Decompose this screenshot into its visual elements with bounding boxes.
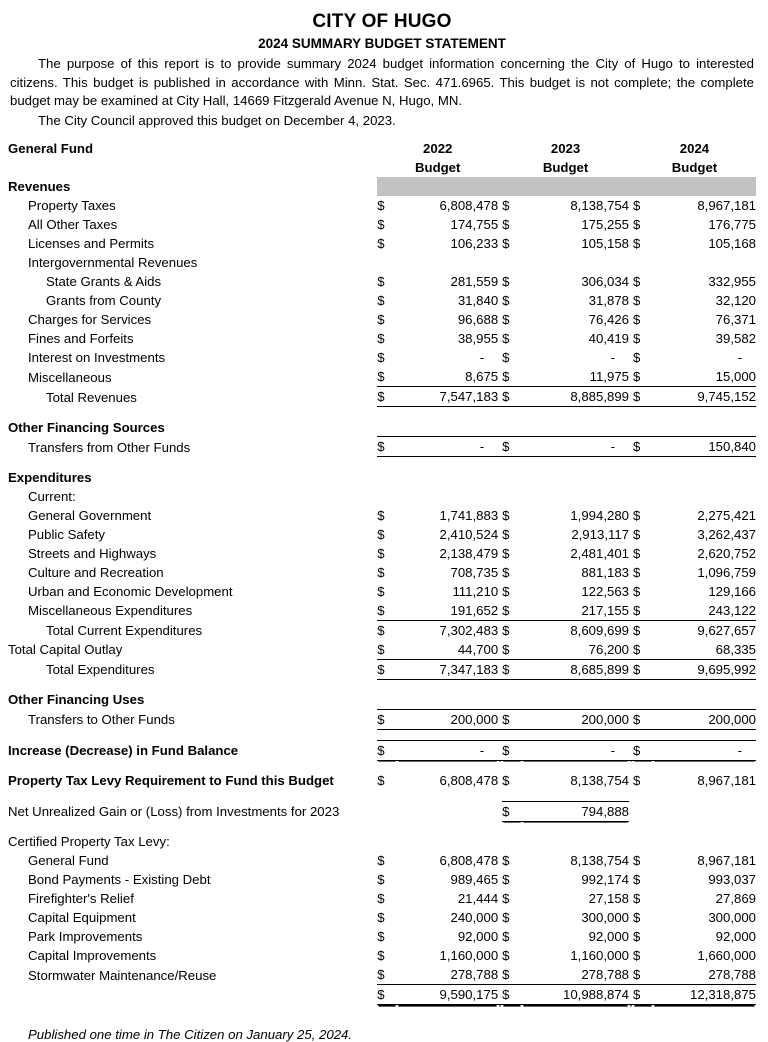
section-heading-levy-requirement: Property Tax Levy Requirement to Fund this Budget	[8, 773, 334, 788]
table-row	[8, 291, 756, 310]
value-2024: 278,788	[708, 967, 756, 982]
currency-symbol: $	[502, 948, 510, 963]
currency-symbol: $	[633, 659, 653, 679]
row-label: All Other Taxes	[28, 217, 118, 232]
general-fund-label: General Fund	[8, 141, 93, 156]
value-2022: -	[479, 350, 485, 365]
currency-symbol: $	[632, 602, 641, 618]
currency-symbol: $	[633, 709, 653, 729]
currency-symbol: $	[632, 312, 641, 327]
section-heading-certified-levy: Certified Property Tax Levy:	[8, 834, 170, 849]
value-2023: -	[610, 350, 616, 365]
value-2024: 1,660,000	[697, 948, 756, 963]
currency-symbol: $	[377, 217, 385, 232]
total-row-revenues	[8, 387, 756, 407]
value-2024: 300,000	[708, 910, 756, 925]
value-2022: 2,138,479	[439, 545, 499, 561]
currency-symbol: $	[377, 773, 385, 788]
currency-symbol: $	[632, 641, 641, 657]
currency-symbol: $	[377, 507, 385, 523]
value-2023: -	[522, 740, 629, 760]
value-2023: 992,174	[581, 872, 630, 887]
row-label: Grants from County	[46, 293, 162, 308]
table-row	[8, 640, 756, 660]
row-label: Bond Payments - Existing Debt	[28, 872, 211, 887]
currency-symbol: $	[502, 910, 510, 925]
currency-symbol: $	[502, 583, 510, 599]
table-row	[8, 310, 756, 329]
page-title: CITY OF HUGO	[312, 11, 452, 32]
currency-symbol: $	[502, 331, 510, 346]
table-row	[8, 367, 756, 387]
value-2022: 7,547,183	[397, 387, 498, 407]
currency-symbol: $	[632, 773, 641, 788]
value-2022: 21,444	[457, 891, 499, 906]
currency-symbol: $	[502, 236, 510, 251]
table-row	[8, 525, 756, 544]
section-heading-fund-balance: Increase (Decrease) in Fund Balance	[8, 743, 239, 758]
value-2024: -	[737, 350, 742, 365]
value-2024: 92,000	[715, 929, 756, 944]
value-2022: 7,347,183	[397, 659, 498, 679]
value-2022: 240,000	[450, 910, 499, 925]
row-label: Urban and Economic Development	[28, 583, 233, 599]
table-row	[8, 234, 756, 253]
value-2023: 2,913,117	[571, 526, 630, 542]
value-2022: 1,160,000	[439, 948, 499, 963]
currency-symbol: $	[633, 985, 653, 1005]
value-2023: 10,988,874	[522, 985, 629, 1005]
table-row	[8, 582, 756, 601]
currency-symbol: $	[502, 801, 522, 821]
table-row	[8, 348, 756, 367]
value-2023: 1,994,280	[570, 507, 630, 523]
table-row	[8, 601, 756, 621]
currency-symbol: $	[377, 236, 385, 251]
value-2024: 9,745,152	[653, 387, 756, 407]
currency-symbol: $	[502, 853, 510, 868]
section-heading-row	[8, 418, 756, 437]
currency-symbol: $	[377, 293, 385, 308]
table-row	[8, 851, 756, 870]
row-label: Interest on Investments	[28, 350, 166, 365]
currency-symbol: $	[502, 872, 510, 887]
value-2024: 68,335	[715, 641, 756, 657]
row-label: Total Revenues	[46, 389, 137, 405]
section-heading-row	[8, 468, 756, 487]
currency-symbol: $	[632, 369, 641, 384]
currency-symbol: $	[377, 545, 385, 561]
currency-symbol: $	[632, 545, 641, 561]
value-2023: 8,885,899	[522, 387, 629, 407]
value-2023: 76,200	[588, 641, 630, 657]
row-property-tax-levy-requirement	[8, 771, 756, 790]
table-row	[8, 215, 756, 234]
currency-symbol: $	[632, 217, 641, 232]
currency-symbol: $	[632, 891, 641, 906]
currency-symbol: $	[632, 948, 641, 963]
value-2022: 281,559	[450, 274, 499, 289]
value-2022: 200,000	[397, 709, 498, 729]
value-2024: 27,869	[715, 891, 756, 906]
currency-symbol: $	[502, 312, 510, 327]
intro-paragraph-2: The City Council approved this budget on December 4, 2023.	[38, 112, 396, 128]
value-2024: 9,695,992	[653, 659, 756, 679]
currency-symbol: $	[632, 583, 641, 599]
value-2023: 11,975	[589, 369, 630, 384]
total-row-transfers-from-other-funds	[8, 437, 756, 457]
value-2024: 8,967,181	[697, 853, 756, 868]
table-row	[8, 870, 756, 889]
value-2024: -	[653, 740, 756, 760]
value-2023: 1,160,000	[570, 948, 630, 963]
value-2024: 200,000	[653, 709, 756, 729]
row-label: Stormwater Maintenance/Reuse	[28, 967, 217, 983]
value-2022: 8,675	[465, 369, 499, 384]
value-2022: 106,233	[450, 236, 499, 251]
value-2023: 278,788	[581, 967, 630, 982]
value-2024: 176,775	[708, 217, 756, 232]
value-2023: 8,685,899	[522, 659, 629, 679]
currency-symbol: $	[377, 312, 385, 327]
currency-symbol: $	[377, 350, 385, 365]
row-label: General Fund	[28, 853, 109, 868]
value-2022: 191,652	[450, 602, 499, 618]
currency-symbol: $	[377, 872, 385, 887]
value-2022: 7,302,483	[397, 620, 498, 640]
revenues-heading-row	[8, 177, 756, 196]
currency-symbol: $	[502, 293, 510, 308]
currency-symbol: $	[502, 891, 510, 906]
table-header-type-row	[8, 158, 756, 177]
col-year-2024: 2024	[679, 141, 710, 156]
table-row	[8, 965, 756, 985]
currency-symbol: $	[633, 740, 653, 760]
row-label: Total Current Expenditures	[46, 622, 203, 638]
col-type-2024: Budget	[671, 160, 718, 175]
value-2024: 150,840	[653, 437, 756, 457]
value-2024: 243,122	[708, 602, 756, 618]
value-2024: 15,000	[715, 369, 756, 384]
currency-symbol: $	[632, 929, 641, 944]
value-2022: 989,465	[450, 872, 499, 887]
total-row-fund-balance-change	[8, 740, 756, 760]
value-2023: 175,255	[581, 217, 630, 232]
row-label: Transfers to Other Funds	[28, 712, 175, 727]
spacer	[8, 407, 756, 418]
value-2023: 306,034	[581, 274, 630, 289]
row-label: Capital Improvements	[28, 948, 157, 963]
value-2023: 8,138,754	[570, 198, 630, 213]
section-heading-row	[8, 690, 756, 709]
currency-symbol: $	[377, 641, 385, 657]
currency-symbol: $	[502, 740, 522, 760]
value-2023: 794,888	[522, 801, 629, 821]
currency-symbol: $	[377, 274, 385, 289]
value-2023: 881,183	[581, 564, 630, 580]
section-heading-expenditures: Expenditures	[8, 469, 92, 485]
value-2022: 2,410,524	[439, 526, 499, 542]
row-label: General Government	[28, 507, 152, 523]
currency-symbol: $	[502, 967, 510, 982]
col-type-2023: Budget	[542, 160, 589, 175]
value-2022: -	[397, 740, 498, 760]
row-label: Capital Equipment	[28, 910, 136, 925]
currency-symbol: $	[377, 659, 397, 679]
value-2024: 3,262,437	[697, 526, 756, 542]
table-row	[8, 329, 756, 348]
table-row	[8, 908, 756, 927]
currency-symbol: $	[632, 293, 641, 308]
currency-symbol: $	[377, 985, 397, 1005]
section-heading-revenues: Revenues	[8, 179, 71, 194]
currency-symbol: $	[502, 602, 510, 618]
currency-symbol: $	[502, 369, 510, 384]
currency-symbol: $	[632, 910, 641, 925]
table-row	[8, 544, 756, 563]
currency-symbol: $	[377, 387, 397, 407]
currency-symbol: $	[377, 929, 385, 944]
currency-symbol: $	[377, 369, 385, 384]
value-2023: 122,563	[581, 583, 630, 599]
value-2023: 40,419	[588, 331, 630, 346]
currency-symbol: $	[502, 985, 522, 1005]
row-label: Streets and Highways	[28, 545, 157, 561]
value-2023: -	[522, 437, 629, 457]
currency-symbol: $	[632, 236, 641, 251]
value-2022: 708,735	[450, 564, 499, 580]
value-2023: 8,609,699	[522, 620, 629, 640]
currency-symbol: $	[633, 437, 653, 457]
currency-symbol: $	[632, 331, 641, 346]
row-label: Total Capital Outlay	[8, 642, 123, 657]
value-2023: 200,000	[522, 709, 629, 729]
currency-symbol: $	[502, 545, 510, 561]
currency-symbol: $	[377, 620, 397, 640]
currency-symbol: $	[632, 198, 641, 213]
value-2022: 6,808,478	[439, 773, 499, 788]
value-2023: 300,000	[581, 910, 630, 925]
row-label: Fines and Forfeits	[28, 331, 134, 346]
table-row	[8, 946, 756, 965]
currency-symbol: $	[377, 948, 385, 963]
table-row	[8, 506, 756, 525]
row-label: Public Safety	[28, 526, 105, 542]
value-2024: 32,120	[715, 293, 756, 308]
section-heading-row	[8, 832, 756, 851]
currency-symbol: $	[632, 853, 641, 868]
currency-symbol: $	[502, 929, 510, 944]
table-row	[8, 272, 756, 291]
value-2022: 6,808,478	[439, 853, 499, 868]
currency-symbol: $	[632, 564, 641, 580]
row-label: Intergovernmental Revenues	[28, 255, 198, 270]
value-2023: 31,878	[588, 293, 630, 308]
currency-symbol: $	[377, 602, 385, 618]
row-net-unrealized-gain	[8, 801, 756, 821]
row-label: Property Taxes	[28, 198, 116, 213]
spacer	[8, 790, 756, 801]
currency-symbol: $	[502, 507, 510, 523]
spacer	[8, 679, 756, 690]
currency-symbol: $	[502, 217, 510, 232]
currency-symbol: $	[502, 659, 522, 679]
value-2022: 1,741,883	[439, 507, 499, 523]
row-label: Miscellaneous Expenditures	[28, 603, 193, 618]
total-row-certified-levy	[8, 985, 756, 1005]
currency-symbol: $	[502, 274, 510, 289]
value-2022: 111,210	[452, 583, 499, 599]
value-2022: 31,840	[457, 293, 499, 308]
value-2022: 9,590,175	[397, 985, 498, 1005]
row-label: Licenses and Permits	[28, 236, 155, 251]
value-2024: 993,037	[708, 872, 756, 887]
table-row	[8, 889, 756, 908]
currency-symbol: $	[377, 853, 385, 868]
row-label: Park Improvements	[28, 929, 143, 944]
currency-symbol: $	[377, 709, 397, 729]
currency-symbol: $	[502, 387, 522, 407]
row-label: Firefighter's Relief	[28, 891, 134, 906]
spacer	[8, 821, 756, 832]
value-2023: 92,000	[588, 929, 630, 944]
row-label: Charges for Services	[28, 312, 152, 327]
currency-symbol: $	[502, 620, 522, 640]
currency-symbol: $	[377, 564, 385, 580]
value-2022: 174,755	[450, 217, 499, 232]
intro-paragraph-1: The purpose of this report is to provide summary 2024 budget information concerning the City of Hugo to interested citizens. This budget is published in accordance with Minn. Stat. Sec. 471.6965. This budget is not complete; the complete budget may be examined at City Hall, 14669 Fitzgerald Avenue N, Hugo, MN.	[10, 56, 754, 108]
row-label: Culture and Recreation	[28, 564, 164, 580]
value-2023: 217,155	[581, 602, 630, 618]
currency-symbol: $	[632, 507, 641, 523]
value-2022: 96,688	[457, 312, 499, 327]
row-label: Total Expenditures	[46, 662, 155, 677]
value-2024: 129,166	[708, 583, 756, 599]
gray-band-2023	[502, 177, 629, 196]
row-label	[8, 985, 377, 1005]
currency-symbol: $	[502, 437, 522, 457]
currency-symbol: $	[632, 350, 641, 365]
value-2023: 27,158	[588, 891, 630, 906]
spacer	[8, 729, 756, 740]
spacer	[8, 760, 756, 771]
table-row	[8, 196, 756, 215]
section-heading-other-financing-sources: Other Financing Sources	[8, 419, 165, 435]
value-2024: 105,168	[708, 236, 756, 251]
gray-band-2024	[633, 177, 756, 196]
value-2024: 12,318,875	[653, 985, 756, 1005]
row-label: State Grants & Aids	[46, 274, 162, 289]
col-type-2022: Budget	[414, 160, 461, 175]
value-2022: 6,808,478	[439, 198, 499, 213]
value-2023: 76,426	[588, 312, 630, 327]
table-row	[8, 487, 756, 506]
currency-symbol: $	[502, 773, 510, 788]
spacer	[8, 457, 756, 468]
value-2024: 2,275,421	[697, 507, 756, 523]
currency-symbol: $	[377, 967, 385, 982]
currency-symbol: $	[377, 437, 397, 457]
value-2024: 1,096,759	[697, 564, 756, 580]
currency-symbol: $	[502, 709, 522, 729]
value-2024: 76,371	[715, 312, 756, 327]
currency-symbol: $	[632, 967, 641, 982]
label-net-unrealized-gain: Net Unrealized Gain or (Loss) from Investments for 2023	[8, 804, 340, 819]
currency-symbol: $	[502, 198, 510, 213]
value-2022: 92,000	[457, 929, 499, 944]
currency-symbol: $	[502, 350, 510, 365]
value-2024: 2,620,752	[697, 545, 756, 561]
currency-symbol: $	[632, 274, 641, 289]
currency-symbol: $	[633, 387, 653, 407]
currency-symbol: $	[377, 891, 385, 906]
table-row	[8, 253, 756, 272]
currency-symbol: $	[377, 910, 385, 925]
row-label: Miscellaneous	[28, 369, 112, 385]
value-2023: 2,481,401	[570, 545, 630, 561]
currency-symbol: $	[502, 641, 510, 657]
table-row	[8, 563, 756, 582]
value-2022: 44,700	[457, 641, 499, 657]
currency-symbol: $	[502, 564, 510, 580]
total-row-transfers-to-other-funds	[8, 709, 756, 729]
value-2024: 39,582	[715, 331, 756, 346]
budget-table	[8, 139, 756, 1005]
currency-symbol: $	[633, 620, 653, 640]
value-2024: 9,627,657	[653, 620, 756, 640]
row-label: Transfers from Other Funds	[28, 439, 191, 455]
currency-symbol: $	[377, 198, 385, 213]
currency-symbol: $	[632, 872, 641, 887]
total-row-expenditures	[8, 659, 756, 679]
currency-symbol: $	[377, 331, 385, 346]
page-subtitle: 2024 SUMMARY BUDGET STATEMENT	[258, 36, 506, 51]
value-2022: 278,788	[450, 967, 499, 982]
value-2022: 38,955	[457, 331, 499, 346]
gray-band-2022	[377, 177, 498, 196]
currency-symbol: $	[377, 583, 385, 599]
value-2023: 8,138,754	[570, 773, 630, 788]
value-2024: 332,955	[708, 274, 756, 289]
value-2024: 8,967,181	[697, 773, 756, 788]
publication-note: Published one time in The Citizen on January 25, 2024.	[28, 1027, 353, 1042]
table-row	[8, 927, 756, 946]
col-year-2022: 2022	[423, 141, 453, 156]
currency-symbol: $	[377, 526, 385, 542]
currency-symbol: $	[502, 526, 510, 542]
row-label: Current:	[28, 488, 76, 504]
value-2023: 8,138,754	[570, 853, 630, 868]
col-year-2023: 2023	[550, 141, 581, 156]
value-2024: 8,967,181	[697, 198, 756, 213]
currency-symbol: $	[377, 740, 397, 760]
section-heading-other-financing-uses: Other Financing Uses	[8, 692, 145, 707]
value-2022: -	[397, 437, 498, 457]
value-2023: 105,158	[581, 236, 630, 251]
currency-symbol: $	[632, 526, 641, 542]
total-row-current-expenditures	[8, 620, 756, 640]
table-header-year-row	[8, 139, 756, 158]
